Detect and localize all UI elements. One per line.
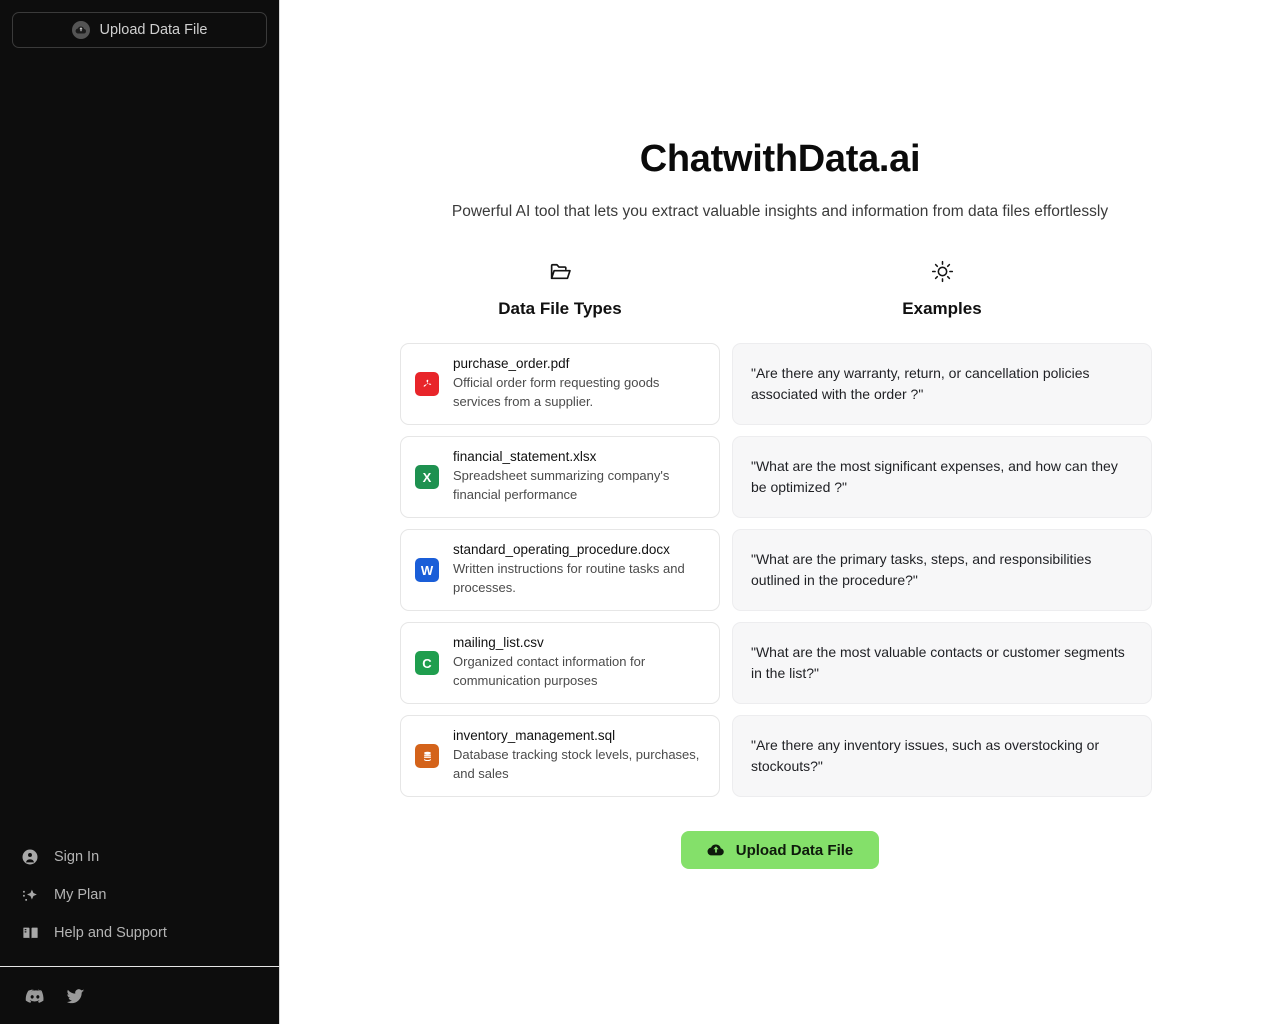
cta-section: [280, 831, 1280, 869]
file-type-name: inventory_management.sql: [453, 728, 616, 744]
example-card[interactable]: "Are there any warranty, return, or cancellation policies associated with the order ?": [732, 343, 1152, 425]
sidebar-item-label: Sign In: [54, 849, 100, 865]
file-type-card[interactable]: [400, 622, 720, 704]
file-type-card[interactable]: [400, 715, 720, 797]
sidebar-nav: [0, 838, 279, 966]
xlsx-file-icon: X: [415, 465, 439, 489]
sidebar-item-sign-in[interactable]: [0, 838, 279, 876]
example-card[interactable]: "What are the primary tasks, steps, and responsibilities outlined in the procedure?": [732, 529, 1152, 611]
example-card[interactable]: "Are there any inventory issues, such as overstocking or stockouts?": [732, 715, 1152, 797]
files-column-header: [400, 257, 720, 319]
sidebar-item-help-and-support[interactable]: [0, 914, 279, 952]
page-title: ChatwithData.ai: [639, 138, 921, 180]
sidebar-header: [0, 0, 279, 48]
examples-column-title: Examples: [902, 299, 982, 318]
sidebar-upload-button[interactable]: [12, 12, 267, 48]
file-type-description: Written instructions for routine tasks and processes.: [453, 561, 685, 595]
file-type-name: purchase_order.pdf: [453, 356, 570, 372]
twitter-icon[interactable]: [66, 986, 86, 1006]
upload-data-file-label: Upload Data File: [735, 841, 854, 859]
file-type-meta: [453, 635, 705, 691]
file-type-description: Database tracking stock levels, purchases, and sales: [453, 747, 700, 781]
sun-icon: [732, 257, 1152, 285]
sql-database-icon: [415, 744, 439, 768]
sidebar-item-label: Help and Support: [54, 925, 167, 941]
file-type-description: Spreadsheet summarizing company's financial performance: [453, 468, 670, 502]
file-type-meta: [453, 449, 705, 505]
sparkle-star-icon: [20, 885, 40, 905]
examples-list: [732, 343, 1152, 797]
file-type-card[interactable]: [400, 343, 720, 425]
sidebar-spacer: [0, 48, 279, 838]
file-type-name: financial_statement.xlsx: [453, 449, 597, 465]
page-subtitle: Powerful AI tool that lets you extract valuable insights and information from data files effortlessly: [451, 203, 1109, 220]
example-card[interactable]: "What are the most valuable contacts or customer segments in the list?": [732, 622, 1152, 704]
file-type-meta: [453, 356, 705, 412]
sidebar-item-label: My Plan: [54, 887, 107, 903]
file-types-list: [400, 343, 720, 797]
csv-file-icon: C: [415, 651, 439, 675]
file-type-description: Official order form requesting goods services from a supplier.: [453, 375, 660, 409]
cloud-upload-icon: [707, 841, 725, 859]
hero-section: [280, 0, 1280, 221]
discord-icon[interactable]: [24, 985, 46, 1007]
pdf-file-icon: [415, 372, 439, 396]
file-type-card[interactable]: [400, 529, 720, 611]
cloud-upload-icon: [72, 21, 90, 39]
docx-file-icon: W: [415, 558, 439, 582]
file-type-meta: [453, 542, 705, 598]
content-columns: [400, 257, 1160, 797]
sidebar-item-my-plan[interactable]: [0, 876, 279, 914]
example-card[interactable]: "What are the most significant expenses, and how can they be optimized ?": [732, 436, 1152, 518]
file-type-meta: [453, 728, 705, 784]
examples-column-header: [732, 257, 1152, 319]
folder-open-icon: [400, 257, 720, 285]
file-type-name: mailing_list.csv: [453, 635, 544, 651]
book-open-icon: [20, 923, 40, 943]
file-type-description: Organized contact information for communication purposes: [453, 654, 646, 688]
upload-data-file-button[interactable]: [681, 831, 880, 869]
file-type-name: standard_operating_procedure.docx: [453, 542, 670, 558]
user-circle-icon: [20, 847, 40, 867]
files-column-title: Data File Types: [498, 299, 622, 318]
sidebar: [0, 0, 280, 1024]
file-type-card[interactable]: [400, 436, 720, 518]
sidebar-footer: [0, 966, 279, 1024]
sidebar-upload-label: Upload Data File: [99, 22, 208, 38]
main-content: [280, 0, 1280, 1024]
